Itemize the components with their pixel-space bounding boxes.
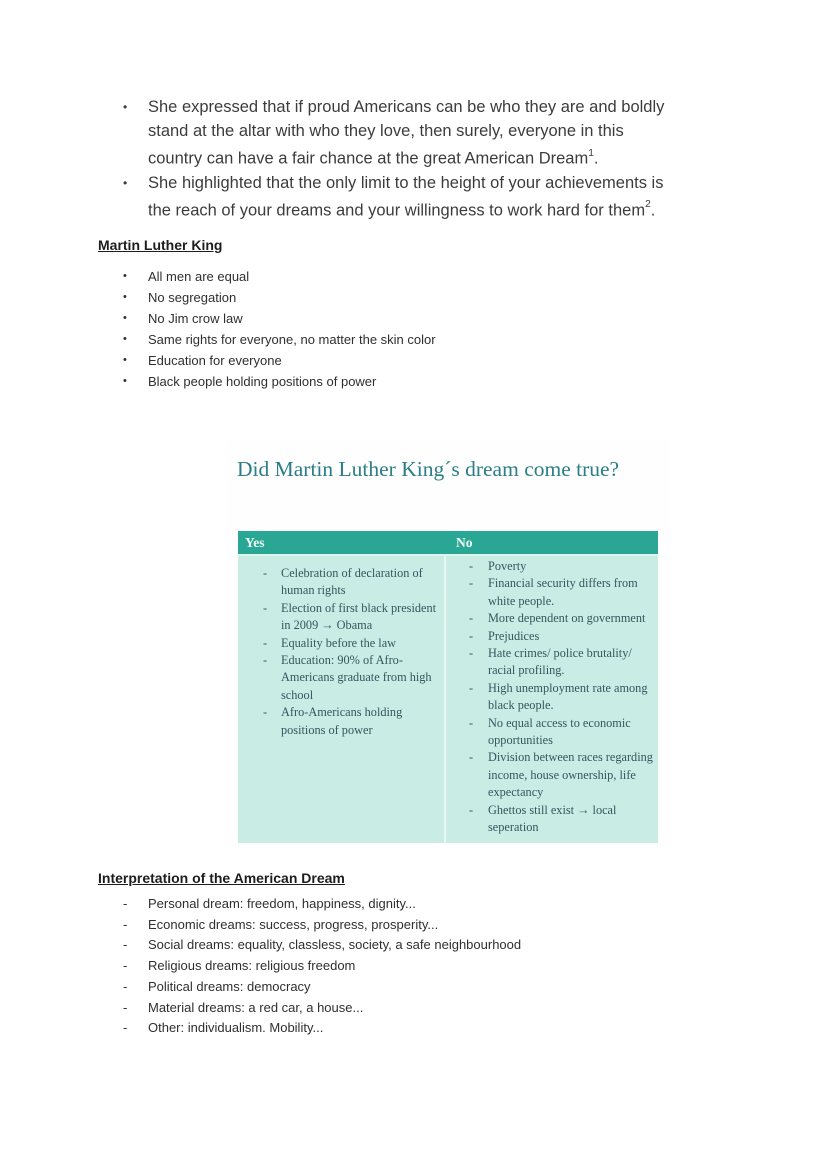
list-marker: - (469, 715, 474, 730)
interpretation-dash-item-text: Religious dreams: religious freedom (148, 958, 356, 974)
table-item-text: No equal access to economic (488, 715, 631, 730)
mlk-heading: Martin Luther King (98, 237, 223, 253)
table-header-row (238, 531, 658, 556)
table-item-text: white people. (488, 593, 555, 608)
mlk-bullet-item (123, 350, 436, 371)
table-item (263, 565, 444, 600)
mlk-bullet-item-text: No segregation (148, 290, 237, 305)
no-column (446, 556, 658, 843)
mlk-bullet-list (123, 266, 436, 392)
table-item-text: Ghettos still exist → local (488, 802, 617, 817)
table-body (238, 556, 658, 843)
intro-bullet-list (123, 95, 664, 222)
interpretation-dash-item (123, 977, 521, 998)
table-item (469, 575, 658, 610)
figure-title: Did Martin Luther King´s dream come true? (237, 457, 620, 481)
table-item-text: High unemployment rate among (488, 680, 648, 695)
table-item (469, 628, 658, 645)
interpretation-dash-item-text: Social dreams: equality, classless, society, a safe neighbourhood (148, 937, 522, 953)
table-item (263, 704, 444, 739)
list-marker: • (123, 100, 128, 114)
list-marker: - (469, 750, 474, 765)
interpretation-dash-item-text: Personal dream: freedom, happiness, dignity... (148, 896, 416, 911)
interpretation-dash-item-text: Material dreams: a red car, a house... (148, 999, 364, 1015)
intro-bullet-item (123, 171, 664, 223)
table-item-text: racial profiling. (488, 663, 565, 678)
table-item-text: More dependent on government (488, 611, 646, 626)
table-item-text: human rights (281, 583, 346, 598)
mlk-bullet-item-text: Education for everyone (148, 353, 282, 368)
table-item (469, 749, 658, 801)
table-item-text: Celebration of declaration of (281, 566, 423, 580)
table-item (469, 558, 658, 575)
list-marker: - (123, 1020, 128, 1036)
list-marker: - (469, 559, 474, 573)
embedded-table-image (228, 440, 670, 848)
list-marker: - (469, 576, 474, 591)
interpretation-dash-item-text: Other: individualism. Mobility... (148, 1020, 324, 1036)
list-marker: - (263, 653, 268, 668)
yes-no-table (238, 531, 658, 843)
table-item-text: opportunities (488, 733, 553, 748)
list-marker: - (469, 611, 474, 626)
table-item-text: school (281, 687, 314, 702)
list-marker: - (263, 600, 268, 615)
mlk-bullet-item (123, 329, 436, 350)
list-marker: - (123, 958, 128, 974)
intro-bullet-item-text: She highlighted that the only limit to the height of your achievements is (148, 173, 664, 192)
list-marker: - (123, 937, 128, 953)
interpretation-dash-item (123, 998, 521, 1019)
intro-bullet-item-text: She expressed that if proud Americans can be who they are and boldly (148, 98, 665, 116)
table-item-text: expectancy (488, 785, 544, 800)
intro-bullet-item-text: country can have a fair chance at the great American Dream$^1$. (148, 147, 599, 168)
list-marker: - (123, 999, 128, 1015)
interpretation-dash-item (123, 956, 521, 977)
table-item (469, 610, 658, 627)
list-marker: • (123, 270, 127, 282)
interpretation-heading: Interpretation of the American Dream (98, 870, 345, 886)
list-marker: • (123, 333, 127, 345)
list-marker: - (123, 916, 128, 932)
list-marker: • (123, 375, 127, 387)
list-marker: - (263, 635, 268, 650)
list-marker: • (123, 354, 127, 366)
table-item-text: income, house ownership, life (488, 767, 636, 782)
interpretation-dash-item (123, 915, 521, 936)
interpretation-dash-item (123, 935, 521, 956)
footnote-superscript: 2 (645, 199, 651, 211)
yes-column-header: Yes (245, 535, 265, 550)
mlk-bullet-item (123, 287, 436, 308)
interpretation-dash-item (123, 1018, 521, 1039)
mlk-bullet-item-text: Black people holding positions of power (148, 374, 377, 389)
mlk-bullet-item-text: Same rights for everyone, no matter the skin color (148, 332, 436, 347)
table-item-text: black people. (488, 698, 554, 713)
interpretation-dash-item (123, 894, 521, 915)
table-item-text: Afro-Americans holding (281, 705, 403, 720)
mlk-bullet-item (123, 266, 436, 287)
table-item (469, 680, 658, 715)
mlk-bullet-item (123, 308, 436, 329)
table-item (263, 652, 444, 704)
mlk-bullet-item-text: No Jim crow law (148, 311, 243, 326)
table-item-text: Election of first black president (281, 600, 437, 615)
intro-bullet-item (123, 95, 664, 171)
table-item-text: Prejudices (488, 628, 540, 643)
list-marker: - (469, 680, 474, 695)
interpretation-dash-item-text: Economic dreams: success, progress, prosperity... (148, 916, 439, 932)
table-item-text: positions of power (281, 722, 373, 737)
yes-column (238, 556, 446, 843)
list-marker: • (123, 312, 127, 324)
table-item-text: Financial security differs from (488, 576, 638, 591)
table-item-text: in 2009 → Obama (281, 618, 373, 633)
list-marker: - (469, 802, 474, 817)
table-item (469, 802, 658, 837)
list-marker: - (469, 646, 474, 661)
interpretation-dash-list (123, 894, 521, 1039)
no-column-header: No (456, 535, 473, 550)
mlk-bullet-item-text: All men are equal (148, 269, 250, 284)
interpretation-dash-item-text: Political dreams: democracy (148, 978, 311, 994)
intro-bullet-item-text: the reach of your dreams and your willingness to work hard for them$^2$. (148, 199, 656, 219)
table-item (263, 635, 444, 652)
list-marker: - (123, 978, 128, 994)
list-marker: • (123, 291, 127, 303)
list-marker: - (123, 896, 128, 911)
table-item-text: seperation (488, 820, 539, 835)
table-item-text: Hate crimes/ police brutality/ (488, 646, 632, 661)
table-item (263, 600, 444, 635)
list-marker: - (469, 628, 474, 643)
mlk-bullet-item (123, 371, 436, 392)
list-marker: • (123, 175, 128, 190)
table-item-text: Education: 90% of Afro- (281, 653, 403, 668)
table-item-text: Americans graduate from high (281, 670, 432, 685)
table-item (469, 645, 658, 680)
intro-bullet-item-text: stand at the altar with who they love, then surely, everyone in this (148, 122, 624, 140)
list-marker: - (263, 705, 268, 720)
table-item-text: Poverty (488, 559, 527, 573)
table-item-text: Equality before the law (281, 635, 397, 650)
footnote-superscript: 1 (588, 147, 594, 159)
list-marker: - (263, 566, 268, 580)
table-item-text: Division between races regarding (488, 750, 653, 765)
table-item (469, 715, 658, 750)
